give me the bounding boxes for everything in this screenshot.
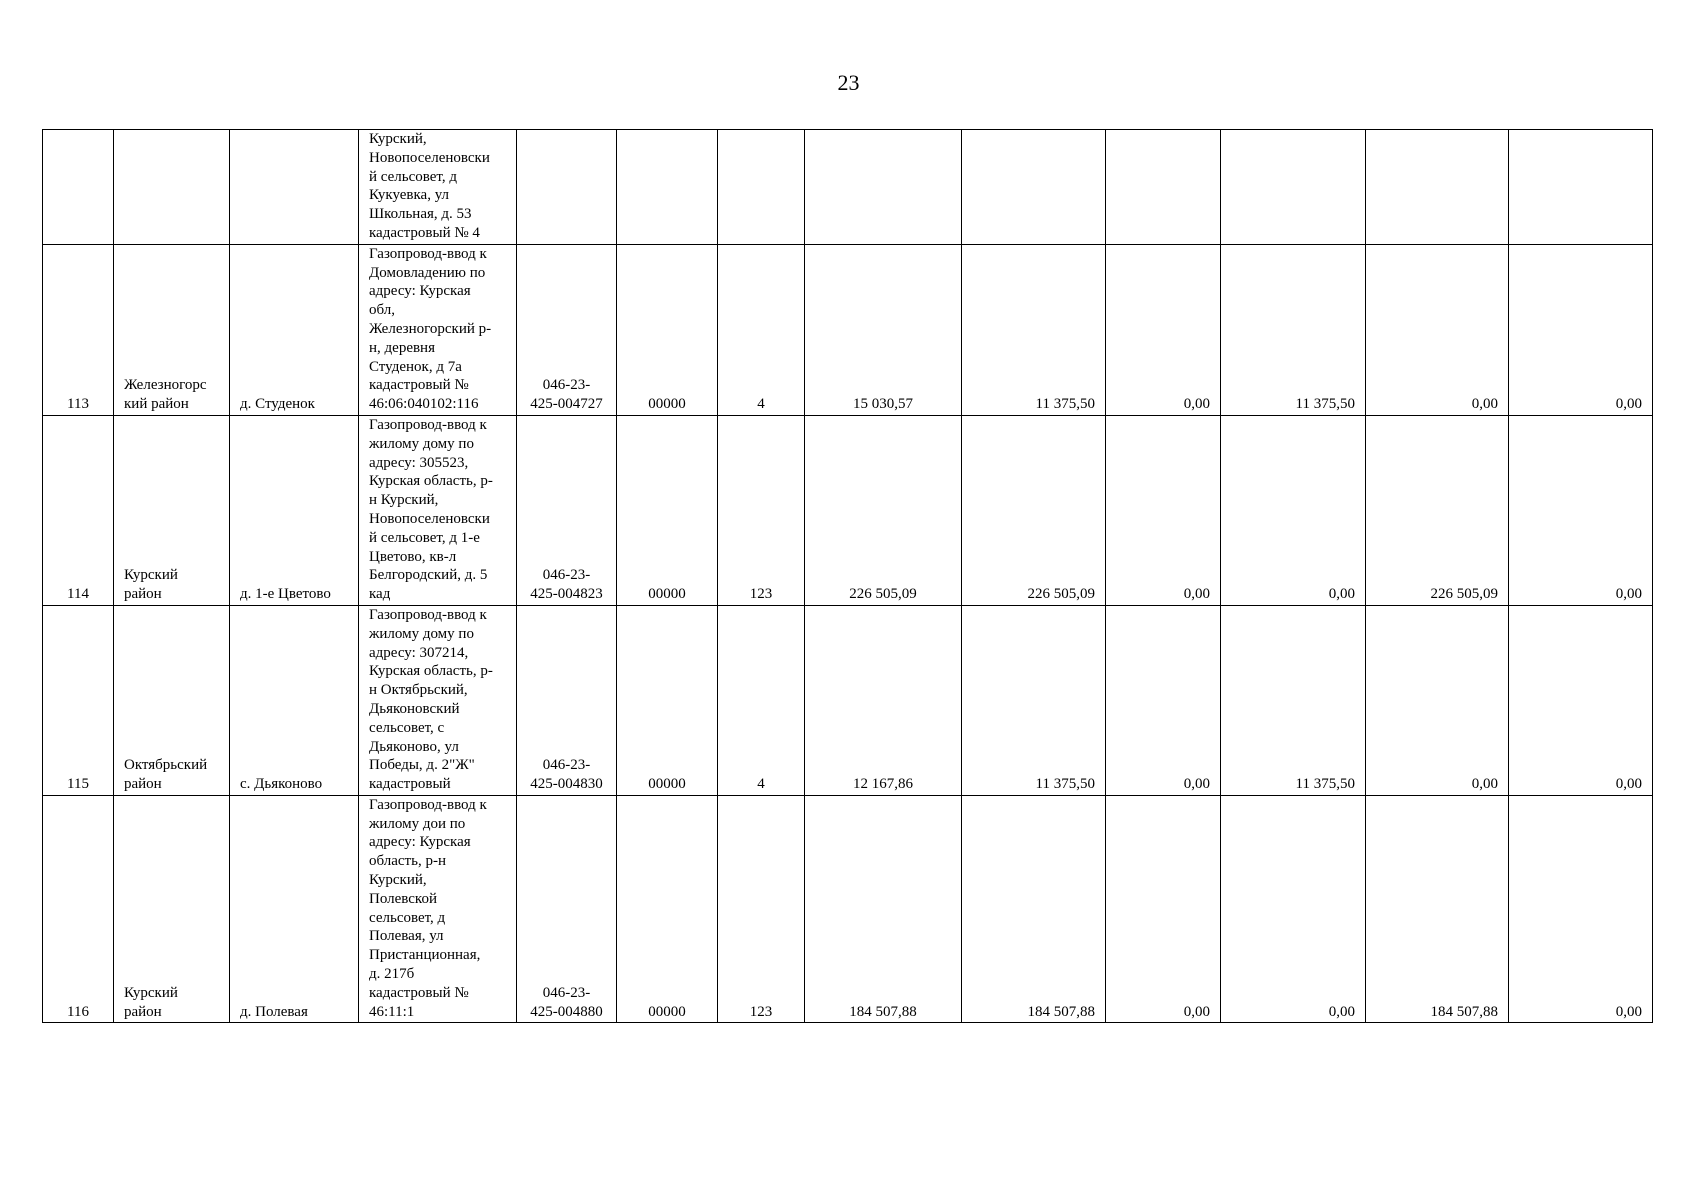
description-cell: Газопровод-ввод к Домовладению по адресу: Курская обл, Железногорский р- н, деревня Студенок, д 7а кадастровый № 46:06:040102:116 xyxy=(359,244,517,415)
district-cell xyxy=(114,130,230,245)
amount-cell-4: 0,00 xyxy=(1221,795,1366,1023)
amount-cell-2: 11 375,50 xyxy=(962,605,1106,795)
district-cell: Октябрьский район xyxy=(114,605,230,795)
table-row xyxy=(43,130,1653,245)
table-row xyxy=(43,795,1653,1023)
table-row xyxy=(43,415,1653,605)
district-cell: Курский район xyxy=(114,415,230,605)
amount-cell-2: 184 507,88 xyxy=(962,795,1106,1023)
amount-cell-5: 226 505,09 xyxy=(1366,415,1509,605)
object-code-cell: 046-23- 425-004880 xyxy=(517,795,617,1023)
amount-cell-3: 0,00 xyxy=(1106,415,1221,605)
type-code-cell: 123 xyxy=(718,795,805,1023)
amount-cell-6 xyxy=(1509,130,1653,245)
locality-cell: д. Полевая xyxy=(230,795,359,1023)
type-code-cell: 123 xyxy=(718,415,805,605)
code-cell: 00000 xyxy=(617,795,718,1023)
row-number xyxy=(43,130,114,245)
page-number: 23 xyxy=(837,70,860,95)
amount-cell-6: 0,00 xyxy=(1509,795,1653,1023)
object-code-cell: 046-23- 425-004830 xyxy=(517,605,617,795)
amount-cell-2 xyxy=(962,130,1106,245)
table-row xyxy=(43,244,1653,415)
type-code-cell: 4 xyxy=(718,244,805,415)
amount-cell-2: 11 375,50 xyxy=(962,244,1106,415)
type-code-cell xyxy=(718,130,805,245)
code-cell: 00000 xyxy=(617,605,718,795)
row-number: 116 xyxy=(43,795,114,1023)
row-number: 115 xyxy=(43,605,114,795)
amount-cell-3 xyxy=(1106,130,1221,245)
description-cell: Газопровод-ввод к жилому дои по адресу: Курская область, р-н Курский, Полевской сельсовет, д Полевая, ул Пристанционная, д. 217б кадастровый № 46:11:1 xyxy=(359,795,517,1023)
row-number: 113 xyxy=(43,244,114,415)
amount-cell-1: 12 167,86 xyxy=(805,605,962,795)
district-cell: Железногорс кий район xyxy=(114,244,230,415)
amount-cell-1: 184 507,88 xyxy=(805,795,962,1023)
object-code-cell: 046-23- 425-004727 xyxy=(517,244,617,415)
object-code-cell xyxy=(517,130,617,245)
table-row xyxy=(43,605,1653,795)
row-number: 114 xyxy=(43,415,114,605)
amount-cell-3: 0,00 xyxy=(1106,795,1221,1023)
amount-cell-4 xyxy=(1221,130,1366,245)
amount-cell-4: 0,00 xyxy=(1221,415,1366,605)
amount-cell-4: 11 375,50 xyxy=(1221,605,1366,795)
amount-cell-3: 0,00 xyxy=(1106,605,1221,795)
amount-cell-5 xyxy=(1366,130,1509,245)
amount-cell-1 xyxy=(805,130,962,245)
description-cell: Курский, Новопоселеновски й сельсовет, д Кукуевка, ул Школьная, д. 53 кадастровый № 4 xyxy=(359,130,517,245)
amount-cell-5: 0,00 xyxy=(1366,244,1509,415)
amount-cell-6: 0,00 xyxy=(1509,244,1653,415)
code-cell: 00000 xyxy=(617,244,718,415)
amount-cell-3: 0,00 xyxy=(1106,244,1221,415)
amount-cell-1: 15 030,57 xyxy=(805,244,962,415)
amount-cell-5: 184 507,88 xyxy=(1366,795,1509,1023)
amount-cell-6: 0,00 xyxy=(1509,605,1653,795)
amount-cell-4: 11 375,50 xyxy=(1221,244,1366,415)
locality-cell: д. 1-е Цветово xyxy=(230,415,359,605)
amount-cell-2: 226 505,09 xyxy=(962,415,1106,605)
description-cell: Газопровод-ввод к жилому дому по адресу: 305523, Курская область, р- н Курский, Новопоселеновски й сельсовет, д 1-е Цветово, кв-л Белгородский, д. 5 кад xyxy=(359,415,517,605)
district-cell: Курский район xyxy=(114,795,230,1023)
locality-cell: д. Студенок xyxy=(230,244,359,415)
data-table xyxy=(42,129,1653,1023)
amount-cell-5: 0,00 xyxy=(1366,605,1509,795)
description-cell: Газопровод-ввод к жилому дому по адресу: 307214, Курская область, р- н Октябрьский, Дьяконовский сельсовет, с Дьяконово, ул Победы, д. 2"Ж" кадастровый xyxy=(359,605,517,795)
locality-cell: с. Дьяконово xyxy=(230,605,359,795)
locality-cell xyxy=(230,130,359,245)
amount-cell-6: 0,00 xyxy=(1509,415,1653,605)
object-code-cell: 046-23- 425-004823 xyxy=(517,415,617,605)
type-code-cell: 4 xyxy=(718,605,805,795)
code-cell xyxy=(617,130,718,245)
amount-cell-1: 226 505,09 xyxy=(805,415,962,605)
code-cell: 00000 xyxy=(617,415,718,605)
